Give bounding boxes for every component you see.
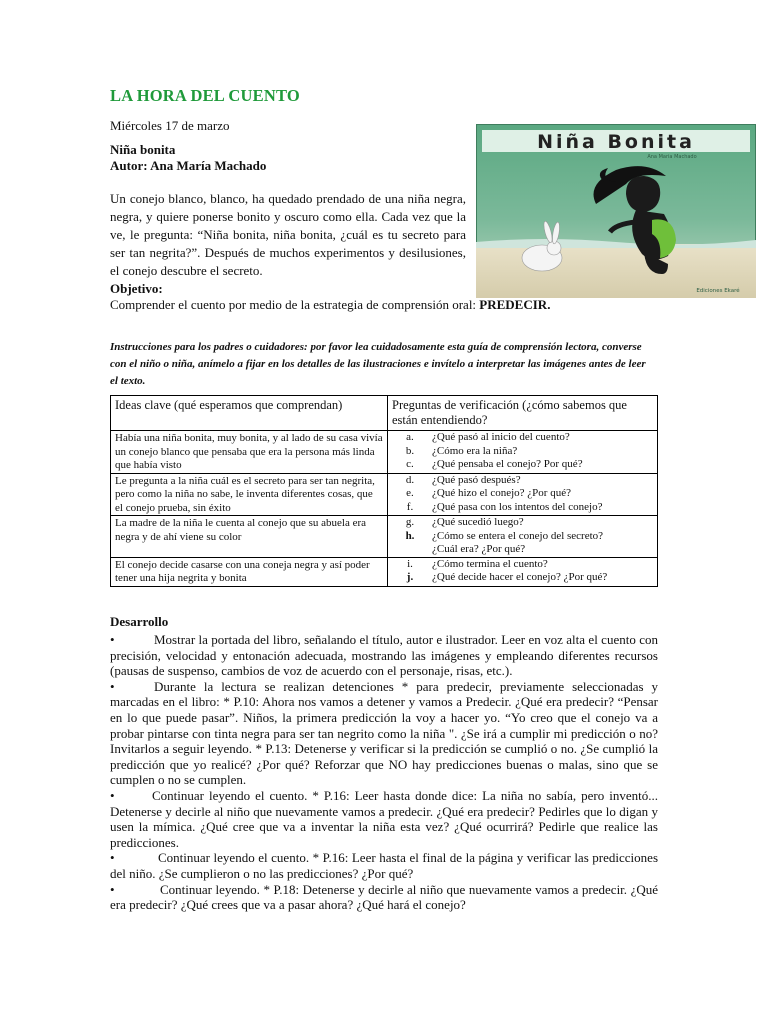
key-idea-cell: Había una niña bonita, muy bonita, y al lado de su casa vivía un conejo blanco que pensaba que era la persona más linda que había visto — [111, 431, 388, 474]
question-item — [392, 571, 653, 585]
bullet-mark: • — [110, 632, 115, 647]
development-item-text: Durante la lectura se realizan detenciones * para predecir, previamente seleccionadas y marcadas en el libro: * P.10: Ahora nos vamos a detener y vamos a Predecir. ¿Qué era predecir? “Pensar en lo que puede pasar”. Niños, la primera predicción la voy a hacer yo. “Yo creo que el conejo va a probar pintarse con tinta negra para ser tan negrito como la niña ". ¿Se irá a cumplir mi predicción o no? Invitarlos a seguir leyendo. * P.13: Detenerse y verificar si la predicción se cumplió o no. ¿Se cumplió la predicción que yo realicé? ¿Por qué? Reforzar que NO hay predicciones buenas o malas, sino que se cumplen o no se cumplen. — [110, 678, 658, 788]
objective-heading: Objetivo: — [110, 281, 163, 296]
question-text: ¿Qué sucedió luego? — [432, 516, 524, 528]
question-text: ¿Qué pensaba el conejo? Por qué? — [432, 458, 583, 470]
bullet-mark: • — [110, 850, 115, 866]
development-item — [110, 882, 658, 913]
question-item — [392, 501, 653, 515]
book-cover-image — [476, 124, 756, 298]
table-header-row — [111, 396, 658, 431]
question-marker: i. — [407, 557, 413, 570]
development-heading: Desarrollo — [110, 614, 169, 629]
instructions-paragraph: Instrucciones para los padres o cuidadores: por favor lea cuidadosamente esta guía de comprensión lectora, converse con el niño o niña, anímelo a fijar en los detalles de las ilustraciones e invítelo a interpretar las imágenes antes de leer el texto. — [110, 341, 646, 387]
questions-cell — [388, 431, 658, 474]
table-row — [111, 557, 658, 586]
question-item — [392, 474, 653, 488]
question-text: ¿Cómo era la niña? — [432, 444, 518, 457]
question-text: ¿Qué pasó después? — [432, 473, 521, 486]
question-item — [392, 516, 653, 530]
question-item — [392, 445, 653, 459]
development-section — [110, 614, 658, 913]
objective-strategy: PREDECIR. — [479, 297, 551, 312]
story-summary: Un conejo blanco, blanco, ha quedado prendado de una niña negra, negra, y quiere ponerse bonito y oscuro como ella. Cada vez que la ve, le pregunta: “Niña bonita, niña bonita, ¿cuál es tu secreto para ser tan negrita?”. Después de muchos experimentos y desilusiones, el conejo descubre el secreto. — [110, 191, 466, 278]
table-header-questions: Preguntas de verificación (¿cómo sabemos que están entendiendo? — [388, 396, 658, 431]
question-text: ¿Cómo termina el cuento? — [432, 557, 548, 570]
question-text: ¿Cómo se entera el conejo del secreto? — [432, 529, 604, 542]
development-list — [110, 632, 658, 913]
book-title: Niña bonita — [110, 142, 176, 157]
question-item — [392, 458, 653, 472]
cover-publisher-text: Ediciones Ekaré — [696, 288, 740, 294]
development-item — [110, 850, 658, 881]
question-text: ¿Qué hizo el conejo? ¿Por qué? — [432, 487, 571, 499]
question-item — [392, 487, 653, 501]
development-item — [110, 679, 658, 788]
bullet-mark: • — [110, 678, 115, 694]
question-marker: h. — [405, 529, 415, 542]
question-item — [392, 431, 653, 445]
cover-title-text: Niña Bonita — [537, 131, 695, 153]
question-marker: a. — [406, 431, 414, 443]
question-item — [392, 558, 653, 572]
questions-cell — [388, 516, 658, 558]
question-marker: b. — [405, 444, 415, 457]
table-row — [111, 431, 658, 474]
question-item — [392, 530, 653, 544]
book-author: Autor: Ana María Machado — [110, 158, 267, 173]
question-marker: f. — [406, 500, 414, 513]
question-text: ¿Qué pasó al inicio del cuento? — [432, 431, 570, 443]
objective-text — [110, 296, 656, 313]
table-row — [111, 516, 658, 558]
page-title: LA HORA DEL CUENTO — [110, 86, 300, 105]
bullet-mark: • — [110, 787, 115, 803]
development-item-text: Mostrar la portada del libro, señalando el título, autor e ilustrador. Leer en voz alta el cuento con precisión, velocidad y entonación adecuada, mostrando las imágenes y empleando diferentes recursos (pausas de suspenso, cambios de voz de acuerdo con el personaje, risas, etc.). — [110, 632, 658, 679]
bullet-mark: • — [110, 881, 115, 897]
questions-cell — [388, 557, 658, 586]
question-text: ¿Qué pasa con los intentos del conejo? — [432, 500, 603, 513]
question-marker: c. — [406, 458, 414, 470]
development-item — [110, 632, 658, 679]
question-item — [392, 543, 653, 557]
questions-cell — [388, 473, 658, 516]
objective-body: Comprender el cuento por medio de la estrategia de comprensión oral: — [110, 297, 480, 312]
question-marker: g. — [405, 516, 415, 528]
development-item-text: Continuar leyendo el cuento. * P.16: Leer hasta el final de la página y verificar las predicciones del niño. ¿Se cumplieron o no las predicciones? ¿Por qué? — [110, 850, 658, 881]
table-header-ideas: Ideas clave (qué esperamos que comprendan) — [111, 396, 388, 431]
question-marker: e. — [406, 487, 414, 499]
table-row — [111, 473, 658, 516]
key-idea-cell: La madre de la niña le cuenta al conejo que su abuela era negra y de ahí viene su color — [111, 516, 388, 558]
question-text: ¿Cuál era? ¿Por qué? — [432, 543, 526, 555]
development-item-text: Continuar leyendo. * P.18: Detenerse y decirle al niño que nuevamente vamos a predecir. ¿Qué era predecir? ¿Qué crees que va a pasar ahora? ¿Qué hará el conejo? — [110, 881, 658, 913]
cover-subtitle-text: Ana Maria Machado — [647, 154, 697, 160]
question-marker: d. — [405, 473, 415, 486]
question-text: ¿Qué decide hacer el conejo? ¿Por qué? — [432, 571, 608, 583]
key-idea-cell: El conejo decide casarse con una coneja negra y así poder tener una hija negrita y bonita — [111, 557, 388, 586]
development-item-text: Continuar leyendo el cuento. * P.16: Leer hasta donde dice: La niña no sabía, pero inventó... Detenerse y decirle al niño que nuevamente vamos a predecir. ¿Qué era predecir? Pedirles que lo digan y usen la mímica. ¿Qué cree que va a inventar la niña esta vez? ¿Qué ocurrirá? Pedirle que realice las predicciones. — [110, 787, 658, 850]
date-line: Miércoles 17 de marzo — [110, 118, 230, 133]
question-marker: j. — [406, 571, 414, 583]
development-item — [110, 788, 658, 850]
comprehension-table — [110, 395, 658, 587]
key-idea-cell: Le pregunta a la niña cuál es el secreto para ser tan negrita, pero como la niña no sabe, le inventa diferentes cosas, que el conejo prueba, sin éxito — [111, 473, 388, 516]
